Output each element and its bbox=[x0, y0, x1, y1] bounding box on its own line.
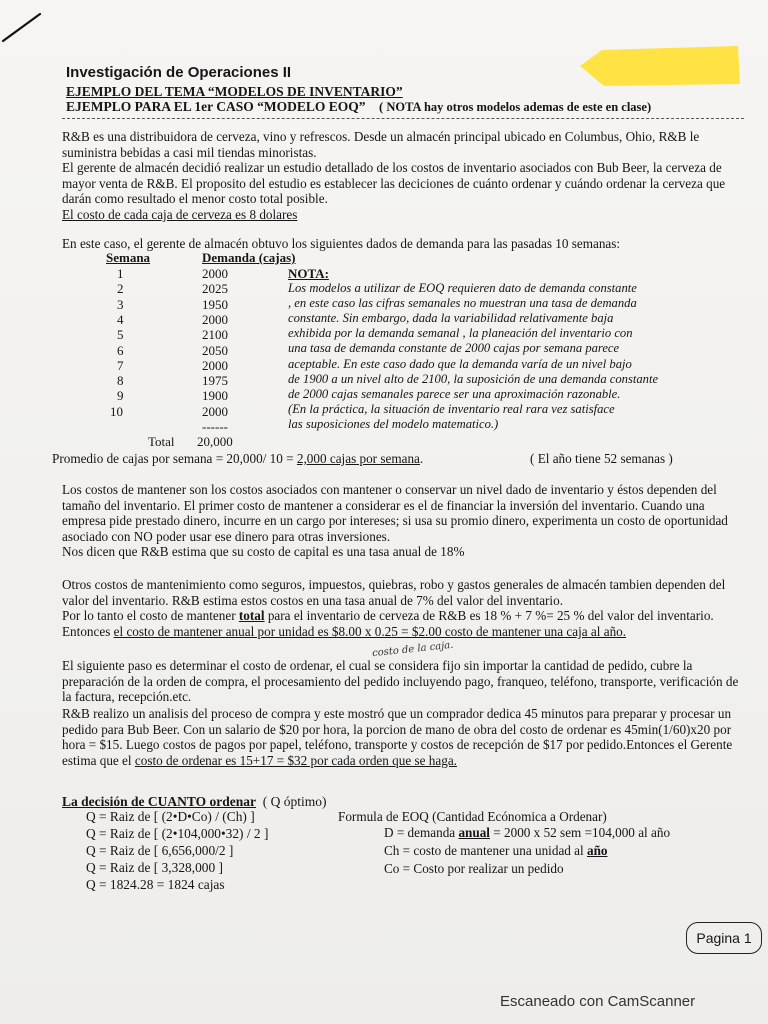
def-ch-a: Ch = costo de mantener una unidad al bbox=[384, 843, 587, 858]
table-demand-cell: 1975 bbox=[202, 373, 228, 389]
nota-line: las suposiciones del modelo matematico.) bbox=[288, 416, 499, 431]
nota-title: NOTA: bbox=[288, 266, 329, 281]
table-week-cell: 4 bbox=[117, 311, 124, 327]
table-demand-cell: 1900 bbox=[202, 388, 228, 404]
nota-line: Los modelos a utilizar de EOQ requieren dato de demanda constante bbox=[288, 281, 637, 295]
def-d-a: D = demanda bbox=[384, 825, 459, 840]
document-subtitle bbox=[66, 99, 651, 115]
definition-co: Co = Costo por realizar un pedido bbox=[384, 861, 564, 876]
nota-line: , en este caso las cifras semanales no muestran una tasa de demanda bbox=[288, 296, 637, 311]
def-d-b: anual bbox=[458, 825, 490, 840]
highlighter-mark bbox=[580, 44, 740, 88]
decision-title: La decisión de CUANTO ordenar bbox=[62, 794, 257, 809]
eoq-step: Q = Raiz de [ 3,328,000 ] bbox=[86, 860, 223, 875]
nota-line: exhibida por la demanda semanal , la planeación del inventario con bbox=[288, 326, 633, 341]
total-value: 20,000 bbox=[197, 434, 233, 449]
nota-line: una tasa de demanda constante de 2000 cajas por semana parece bbox=[288, 341, 620, 356]
definition-ch bbox=[384, 843, 608, 859]
table-demand-cell: 2000 bbox=[202, 266, 228, 281]
dashed-divider bbox=[62, 118, 744, 119]
table-week-cell: 5 bbox=[117, 327, 124, 343]
ordering-paragraph-2 bbox=[62, 706, 746, 768]
table-demand-cell: 2000 bbox=[202, 357, 228, 373]
ordering-cost: costo de ordenar es 15+17 = $32 por cada orden que se haga. bbox=[134, 752, 457, 768]
table-week-cell: 9 bbox=[117, 388, 124, 404]
table-demand-cell: 2050 bbox=[202, 342, 228, 358]
holding-paragraph-4 bbox=[62, 608, 746, 639]
handwritten-note: costo de la caja. bbox=[371, 639, 454, 660]
subtitle-note: ( NOTA hay otros modelos ademas de este en clase) bbox=[379, 100, 652, 114]
formula-title: Formula de EOQ (Cantidad Ecónomica a Ordenar) bbox=[338, 809, 607, 824]
demand-intro: En este caso, el gerente de almacén obtuvo los siguientes dados de demanda para las pasadas 10 semanas: bbox=[62, 236, 621, 251]
table-dashes: ------ bbox=[202, 419, 228, 434]
average-prefix: Promedio de cajas por semana = 20,000/ 10 = bbox=[52, 451, 297, 466]
holding-p4-c: para el inventario de cerveza de R&B es 18 % + 7 %= 25 % del valor del inventario. Entonces bbox=[62, 608, 714, 639]
holding-paragraph-3: Otros costos de mantenimiento como seguros, impuestos, quiebras, robo y gastos generales de almacén tambien dependen del valor del inventario. R&B estima estos costos en una tasa anual de 7% del valor del inventario. bbox=[62, 577, 726, 608]
scanner-watermark: Escaneado con CamScanner bbox=[500, 993, 696, 1010]
col-header-demand: Demanda (cajas) bbox=[202, 250, 296, 265]
nota-line: de 2000 cajas semanales parece ser una aproximación razonable. bbox=[288, 386, 621, 401]
table-demand-cell: 2000 bbox=[202, 311, 228, 327]
def-d-c: = 2000 x 52 sem =104,000 al año bbox=[489, 825, 671, 840]
year-note: ( El año tiene 52 semanas ) bbox=[530, 451, 673, 466]
holding-p4-total: total bbox=[238, 608, 265, 623]
ordering-paragraph-1: El siguiente paso es determinar el costo de ordenar, el cual se considera fijo sin importar la cantidad de pedido, cubre la preparación de la orden de compra, el procesamiento del pedido incluyendo pago, franqueo, teléfono, transporte, verificación de la factura, recepción.etc. bbox=[62, 658, 739, 705]
nota-line: de 1900 a un nivel alto de 2100, la suposición de una demanda constante bbox=[288, 371, 659, 386]
holding-p4-a: Por lo tanto el costo de mantener bbox=[62, 608, 239, 623]
holding-annual-cost: el costo de mantener anual por unidad es $8.00 x 0.25 = $2.00 costo de mantener una caja al año. bbox=[113, 623, 627, 639]
average-value: 2,000 cajas por semana bbox=[296, 451, 420, 466]
intro-paragraph-2: El gerente de almacén decidió realizar un estudio detallado de los costos de inventario asociados con Bub Beer, la cerveza de mayor venta de R&B. El proposito del estudio es establecer las deciciones de cuánto ordenar y cuándo ordenar la cerveza que darán como resultado el menor costo total posible. bbox=[62, 160, 726, 207]
course-title: Investigación de Operaciones II bbox=[66, 64, 292, 81]
table-demand-cell: 2100 bbox=[202, 327, 228, 343]
table-week-cell: 6 bbox=[117, 342, 124, 358]
table-demand-cell: 2000 bbox=[202, 403, 228, 419]
intro-paragraph-1: R&B es una distribuidora de cerveza, vino y refrescos. Desde un almacén principal ubicado en Columbus, Ohio, R&B le suministra bebidas a casi mil tiendas minoristas. bbox=[62, 129, 700, 160]
table-demand-cell: 2025 bbox=[202, 281, 228, 297]
decision-title-suffix: ( Q óptimo) bbox=[262, 794, 327, 809]
eoq-step: Q = Raiz de [ 6,656,000/2 ] bbox=[86, 843, 234, 858]
eoq-step: Q = 1824.28 = 1824 cajas bbox=[86, 877, 225, 892]
table-week-cell: 1 bbox=[117, 266, 124, 281]
table-week-cell: 8 bbox=[117, 373, 124, 389]
nota-line: constante. Sin embargo, dada la variabilidad relativamente baja bbox=[288, 311, 614, 326]
average-line bbox=[52, 451, 423, 467]
nota-line: aceptable. En este caso dado que la demanda varía de un nivel bajo bbox=[288, 356, 632, 371]
document-title: EJEMPLO DEL TEMA “MODELOS DE INVENTARIO” bbox=[66, 84, 403, 99]
table-demand-cell: 1950 bbox=[202, 296, 228, 312]
definition-d bbox=[384, 825, 670, 841]
table-week-cell: 7 bbox=[117, 357, 124, 373]
page-number-badge: Pagina 1 bbox=[686, 922, 762, 954]
table-week-cell: 10 bbox=[110, 403, 123, 419]
table-week-cell: 2 bbox=[117, 281, 124, 297]
total-label: Total bbox=[148, 434, 175, 449]
def-ch-b: año bbox=[587, 843, 608, 858]
ordering-p2-a: R&B realizo un analisis del proceso de compra y este mostró que un comprador dedica 45 minutos para preparar y procesar un pedido para Bub Beer. Con un salario de $20 por hora, la porcion de mano de obra del costo de ordenar es 45min(1/60)x20 por hora = $15. Luego costos de pagos por papel, teléfono, transporte y costos de recepción de $17 por pedido.Entonces el Gerente estima que el bbox=[62, 706, 733, 768]
average-suffix: . bbox=[419, 451, 424, 466]
nota-line: (En la práctica, la situación de inventario real rara vez satisface bbox=[288, 401, 615, 416]
eoq-step: Q = Raiz de [ (2•104,000•32) / 2 ] bbox=[86, 826, 269, 841]
decision-heading bbox=[62, 794, 327, 810]
pen-mark-icon bbox=[0, 10, 46, 44]
holding-paragraph-1: Los costos de mantener son los costos asociados con mantener o conservar un nivel dado de inventario y éstos dependen del tamaño del inventario. El primer costo de mantener a considerar es el de financiar la inversión del inventario. Cuando una empresa pide prestado dinero, incurre en un cargo por intereses; si usa su promio dinero, experimenta un costo de oportunidad asociado con NO poder usar ese dinero para otras inversiones. bbox=[62, 482, 728, 544]
subtitle-main: EJEMPLO PARA EL 1er CASO “MODELO EOQ” bbox=[66, 99, 366, 114]
table-week-cell: 3 bbox=[117, 296, 124, 312]
intro-paragraph-3: El costo de cada caja de cerveza es 8 dolares bbox=[62, 207, 298, 222]
col-header-week: Semana bbox=[106, 250, 151, 265]
holding-paragraph-2: Nos dicen que R&B estima que su costo de capital es una tasa anual de 18% bbox=[62, 544, 465, 559]
eoq-step: Q = Raiz de [ (2•D•Co) / (Ch) ] bbox=[86, 809, 255, 824]
